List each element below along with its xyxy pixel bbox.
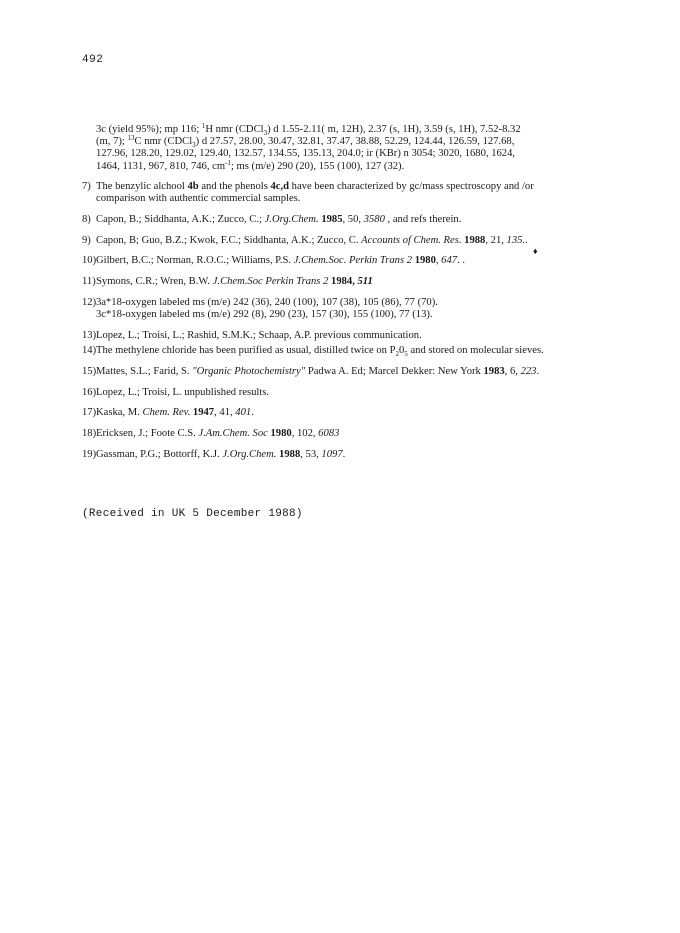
spectral-line-2: (m, 7); $^{13}$C nmr (CDCl$_3$) d 27.57, 28.00, 30.47, 32.81, 37.47, 38.88, 52.29, 124.44, 126.59, 127.68, [96, 134, 515, 150]
reference-19: 19)Gassman, P.G.; Bottorff, K.J. J.Org.Chem. 1988, 53, 1097. [82, 448, 346, 460]
page-number: 492 [82, 54, 104, 66]
reference-17: 17)Kaska, M. Chem. Rev. 1947, 41, 401. [82, 407, 254, 419]
reference-18: 18)Ericksen, J.; Foote C.S. J.Am.Chem. Soc 1980, 102, 6083 [82, 427, 340, 439]
compound-3c-data [82, 124, 602, 173]
reference-15: 15)Mattes, S.L.; Farid, S. "Organic Photochemistry" Padwa A. Ed; Marcel Dekker: New York 1983, 6, 223. [82, 365, 540, 377]
reference-8: 8) Capon, B.; Siddhanta, A.K.; Zucco, C.; J.Org.Chem. 1985, 50, 3580 , and refs therein. [82, 214, 462, 226]
reference-16: 16)Lopez, L.; Troisi, L. unpublished results. [82, 386, 270, 398]
spectral-line-4: 1464, 1131, 967, 810, 746, $cm^{-1}$; ms (m/e) 290 (20), 155 (100), 127 (32). [96, 158, 405, 172]
reference-12: 12)3a*18-oxygen labeled ms (m/e) 242 (36), 240 (100), 107 (38), 105 (86), 77 (70). 3c*18-oxygen labeled ms (m/e) 292 (8), 290 (23), 157 (30), 155 (100), 77 (13). [82, 296, 438, 320]
references-list [82, 124, 602, 469]
reference-11: 11)Symons, C.R.; Wren, B.W. J.Chem.Soc Perkin Trans 2 1984, 511 [82, 276, 373, 288]
spectral-line-1: 3c (yield 95%); mp 116; $^1$H nmr (CDCl$_3$) d 1.55-2.11( m, 12H), 2.37 (s, 1H), 3.59 (s, 1H), 7.52-8.32 [96, 122, 521, 137]
reference-13: 13)Lopez, L.; Troisi, L.; Rashid, S.M.K.; Schaap, A.P. previous communication. [82, 329, 422, 341]
reference-10: 10)Gilbert, B.C.; Norman, R.O.C.; Williams, P.S. J.Chem.Soc. Perkin Trans 2 1980, 647. . [82, 255, 466, 267]
reference-7: 7) The benzylic alchool 4b and the phenols 4c,d have been characterized by gc/mass spectroscopy and /or comparison with authentic commercial samples. [82, 181, 534, 205]
spectral-line-3: 127.96, 128.20, 129.02, 129.40, 132.57, 134.55, 135.13, 204.0; ir (KBr) n 3054; 3020, 1680, 1624, [96, 148, 516, 160]
reference-14: 14)The methylene chloride has been purified as usual, distilled twice on $P_20_5$ and stored on molecular sieves. [82, 345, 544, 359]
received-date: (Received in UK 5 December 1988) [82, 508, 303, 520]
reference-9: 9) Capon, B; Guo, B.Z.; Kwok, F.C.; Siddhanta, A.K.; Zucco, C. Accounts of Chem. Res. 1988, 21, 135.. [82, 234, 528, 246]
dagger-mark: ♦ [533, 246, 538, 256]
